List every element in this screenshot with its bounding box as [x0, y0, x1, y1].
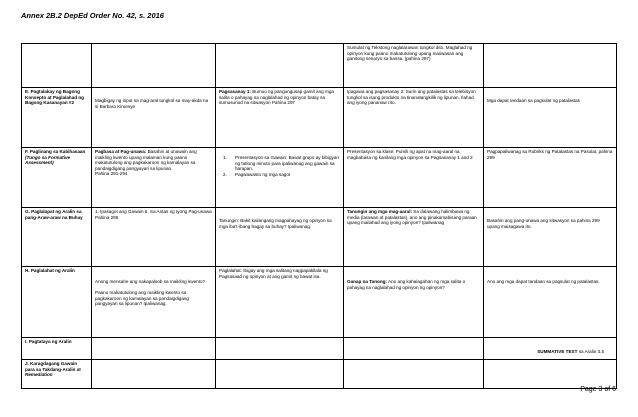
summative-text: sa Aralin 3.5: [577, 349, 604, 354]
cell-g-gawain: 1. Ipasagot ang Gawain 5. Sa Antas ng Iyong Pag-unawa Pahina 295: [92, 208, 216, 267]
cell-e-input: Magbigay ng input sa mag-aral tungkol sa may-akda na si Barbara Kimenye: [92, 88, 216, 148]
row-label-e: E. Pagtalakay ng Bagong Konsepto at Paglalahad ng Bagong Kasanayan #2: [22, 88, 92, 148]
cell-e-surin: Ipagawa ang pagsasanay 2: Surin ang patalastas sa telebisyon tungkol sa isang produkto na tinanatangkilik ng lipunan. Ilahad ang iyong pananaw rito.: [344, 88, 484, 148]
row-label-j-title: J. Karagdagang Gawain para sa Takdang-Aralin at: [25, 361, 81, 372]
table-row-g: [22, 208, 617, 267]
cell-empty: [344, 338, 484, 360]
cell-e-tandaan: Mga dapat tandaan sa pagsulat ng patalastas: [484, 88, 617, 148]
cell-f-presentasyon: [216, 148, 344, 208]
table-row-top: [22, 44, 617, 88]
cell-h-ganap: [344, 267, 484, 338]
cell-empty: [216, 44, 344, 88]
summative-label: SUMMATIVE TEST: [537, 349, 578, 354]
row-label-j: [22, 360, 92, 389]
cell-e-pagsasanay: [216, 88, 344, 148]
annex-header: Annex 2B.2 DepEd Order No. 42, s. 2016: [21, 11, 164, 20]
pagbasa-text: Basahin at unawain ang maikling kwento upang malaman kung paano makatutulong ang pagkakaroon ng kamalayan sa pandaigdigang pangyayari sa lipunan. Pahina 291-294: [95, 149, 197, 177]
ganap-text: Ano ang kahalagahan ng mga salita o pahayag na naglalahad ng opinyon ng opinyon?: [347, 279, 466, 290]
cell-f-klase: Presentasyon sa klase: Pumili ng apat na mag-aaral na magbabasa ng kanilang mga opinyon sa Pagsasanay 1 and 2: [344, 148, 484, 208]
cell-empty: [92, 360, 216, 389]
row-label-j-sub: Remediation: [25, 372, 53, 378]
table-row-e: [22, 88, 617, 148]
presentasyon-item-2: Pagwawasto ng mga sagot: [235, 171, 291, 177]
table-row-f: [22, 148, 617, 208]
page-number: Page 3 of 6: [580, 386, 616, 393]
list-item: 2. Pagwawasto ng mga sagot: [223, 171, 291, 177]
cell-empty: [92, 338, 216, 360]
cell-empty: [484, 44, 617, 88]
cell-empty: [22, 44, 92, 88]
pagsasanay-text: Bumuo ng pangungusap gamit ang mga salita o pahayag na naglalahad ng opinyon batay sa sumusunod na sitwasyon Pahina 297: [219, 89, 334, 106]
cell-empty: [216, 360, 344, 389]
cell-h-paglalahat: Paglalahat: Ibigay ang mga salitang nagpapakilala ng Pagsasaad ng opinyon at ang gamit ng bawat isa.: [216, 267, 344, 338]
cell-h-tandaan: Ano ang mga dapat tandaan sa pagsulat ng patalastas.: [484, 267, 617, 338]
row-label-i: I. Pagtataya ng Aralin: [22, 338, 92, 360]
lesson-plan-table: [21, 43, 617, 389]
cell-g-tanungin: Tanungin: Bakit kailangang magpahayag ng opinyon sa mga iba't-ibang bagay sa buhay? Ipaliwanag.: [216, 208, 344, 267]
row-label-f-sub: (Tungo sa Formative Assessment): [25, 154, 71, 166]
cell-f-pagbasa: [92, 148, 216, 208]
table-row-i: [22, 338, 617, 360]
row-label-g: G. Paglalapat ng Aralin sa pang-Araw-araw na Buhay: [22, 208, 92, 267]
cell-empty: [216, 338, 344, 360]
cell-empty: [92, 44, 216, 88]
table-row-h: [22, 267, 617, 338]
cell-i-summative: [484, 338, 617, 360]
pagbasa-label: Pagbasa at Pag-unawa:: [95, 149, 147, 154]
cell-g-media: [344, 208, 484, 267]
presentasyon-item-1: Presentasyon sa Gawain: Bawat grupo ay bibigyan ng tatlong minuto para ipaliwanag ang gawain sa harapan.: [235, 155, 339, 172]
table-row-j: [22, 360, 617, 389]
cell-top-activity: Sumulat ng Tekstong naglalarawan tungkol dito. Maglahad ng opinyon kung paano makatutulong upang maiiwasan ang ganitong senaryo sa bansa. (pahina 297): [344, 44, 484, 88]
ganap-label: Ganap na Tanong:: [347, 279, 387, 284]
tanungin-label: Tanungin ang mga mag-aaral:: [347, 209, 413, 214]
cell-g-basahin: Basahin ang pang-unawa ang sitwasyon sa pahina 299 upang maisagawa ito.: [484, 208, 617, 267]
row-label-f: [22, 148, 92, 208]
cell-h-mensahe: Anong mensahe ang nakapaloob sa maikling kwento? Paano makatutulong ang maikling kwento sa pagkakaroon ng kamalayan sa pandaigdigang pangyayari sa lipunan? Ipaliwanag.: [92, 267, 216, 338]
row-label-f-title: F. Paglinang sa Kabihasaan: [25, 149, 86, 154]
row-label-h: H. Paglalahat ng Aralin: [22, 267, 92, 338]
cell-empty: [344, 360, 484, 389]
pagsasanay-label: Pagsasanay 1:: [219, 89, 251, 94]
cell-empty: [484, 360, 617, 389]
cell-f-rubriks: Pagpapaliwanag sa Rubriks ng Patalastas na Pasulat, pahina 299: [484, 148, 617, 208]
tanungin-text: Sa dalawang halimbawa ng media (larawan at patalastas), ano ang pinakamabisang paraan upang mailahad ang iyong opinyon? Ipaliwanag: [347, 209, 477, 226]
list-item: 1. Presentasyon sa Gawain: Bawat grupo ay bibigyan ng tatlong minuto para ipaliwanag ang gawain sa harapan.: [223, 155, 339, 172]
